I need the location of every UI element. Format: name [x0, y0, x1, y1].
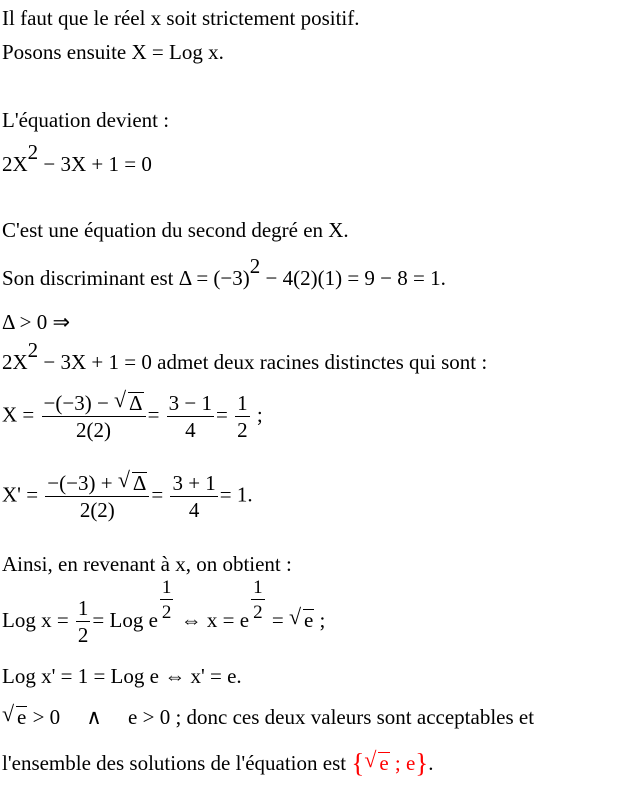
root-x-prime-line	[2, 467, 253, 522]
log-line-2: Log x' = 1 = Log e ⇔ x' = e.	[2, 664, 242, 688]
acceptable-text: > 0 ∧ e > 0 ; donc ces deux valeurs sont acceptables et	[27, 705, 535, 729]
log1-exp-numerator: 1	[161, 577, 172, 598]
text-line-3: L'équation devient :	[2, 108, 170, 132]
solution-line	[2, 747, 434, 778]
solution-text: l'ensemble des solutions de l'équation est	[2, 751, 352, 775]
radical-icon: √	[114, 387, 127, 412]
root-xp-lhs: X' =	[2, 482, 39, 507]
log1-exponent-fraction-2	[251, 578, 265, 622]
sqrt-e-solution	[364, 747, 389, 775]
root-xp-num-text: −(−3) +	[47, 471, 113, 495]
root-x-fraction-3	[235, 390, 250, 442]
log-line-1	[2, 577, 326, 647]
equation-2	[2, 338, 488, 374]
sqrt-e-1-value: e	[303, 607, 314, 632]
disc-part-b: − 4(2)(1) = 9 − 8 = 1.	[260, 266, 446, 290]
sqrt-delta-1-value: Δ	[129, 391, 143, 415]
sqrt-delta-2-value: Δ	[132, 471, 147, 495]
root-x-fraction-1	[42, 387, 146, 442]
sqrt-e-2	[2, 701, 27, 729]
sqrt-delta-1	[114, 387, 144, 415]
solution-mid: ; e	[389, 751, 416, 775]
radical-icon: √	[2, 701, 15, 726]
sqrt-e-2-value: e	[17, 705, 27, 729]
sqrt-delta-2	[117, 467, 148, 495]
disc-part-a: Son discriminant est Δ = (−3)	[2, 266, 250, 290]
text-line-2: Posons ensuite X = Log x.	[2, 40, 224, 64]
log1-exp-denominator: 2	[161, 602, 172, 623]
delta-positive-line: Δ > 0 ⇒	[2, 310, 71, 334]
log1-fraction	[76, 598, 91, 646]
root-x-denominator-3: 2	[237, 417, 248, 442]
root-x-numerator-2: 3 − 1	[168, 390, 212, 415]
eq2-part-b: − 3X + 1 = 0 admet deux racines distinctes qui sont :	[38, 350, 488, 374]
log1-part-c: ⇔ x = e	[175, 607, 250, 632]
root-x-eq-2: =	[216, 402, 228, 427]
root-x-num-text: −(−3) −	[43, 391, 109, 415]
disc-exponent: 2	[249, 254, 261, 278]
root-x-denominator: 2(2)	[76, 418, 112, 442]
root-x-eq-1: =	[147, 402, 160, 427]
root-xp-fraction-1	[45, 467, 149, 522]
eq1-part-b: − 3X + 1 = 0	[38, 152, 152, 176]
solution-close-brace: }	[415, 748, 429, 778]
text-line-4: C'est une équation du second degré en X.	[2, 218, 349, 242]
root-xp-numerator	[45, 467, 149, 497]
text-line-1: Il faut que le réel x soit strictement positif.	[2, 6, 360, 30]
text-line-5: Ainsi, en revenant à x, on obtient :	[2, 552, 292, 576]
sqrt-e-solution-value: e	[379, 751, 389, 775]
log1-numerator: 1	[77, 596, 89, 620]
root-xp-denominator-2: 4	[188, 497, 200, 522]
eq1-part-a: 2X	[2, 152, 28, 176]
log1-denominator: 2	[77, 623, 89, 647]
eq2-part-a: 2X	[2, 350, 28, 374]
root-x-numerator	[42, 387, 146, 417]
radical-icon: √	[288, 603, 302, 629]
root-xp-numerator-2: 3 + 1	[172, 470, 216, 495]
log1-end: ;	[314, 607, 326, 632]
root-xp-fraction-2	[170, 470, 217, 522]
log1-exponent-fraction	[160, 578, 174, 622]
log1-part-d: =	[266, 607, 289, 632]
root-xp-end: = 1.	[219, 482, 253, 507]
radical-icon: √	[117, 467, 130, 492]
root-xp-denominator: 2(2)	[79, 498, 115, 522]
log1-exp2-numerator: 1	[253, 577, 263, 598]
discriminant-line	[2, 254, 446, 290]
root-x-line	[2, 387, 263, 442]
root-x-fraction-2	[167, 390, 214, 442]
solution-end: .	[428, 751, 434, 775]
solution-open-brace: {	[351, 748, 365, 778]
radical-icon: √	[364, 747, 377, 772]
eq2-exponent: 2	[27, 338, 39, 362]
root-x-end: ;	[251, 402, 263, 427]
root-x-numerator-3: 1	[237, 390, 248, 415]
root-x-lhs: X =	[2, 402, 35, 427]
root-x-denominator-2: 4	[185, 417, 196, 442]
acceptable-line	[2, 701, 535, 729]
root-xp-eq-1: =	[151, 482, 164, 507]
log1-part-a: Log x =	[2, 607, 69, 632]
log1-part-b: = Log e	[92, 607, 158, 632]
eq1-exponent: 2	[27, 140, 39, 164]
equation-1	[2, 140, 152, 176]
sqrt-e-1	[288, 603, 314, 632]
log1-exp2-denominator: 2	[253, 602, 263, 623]
